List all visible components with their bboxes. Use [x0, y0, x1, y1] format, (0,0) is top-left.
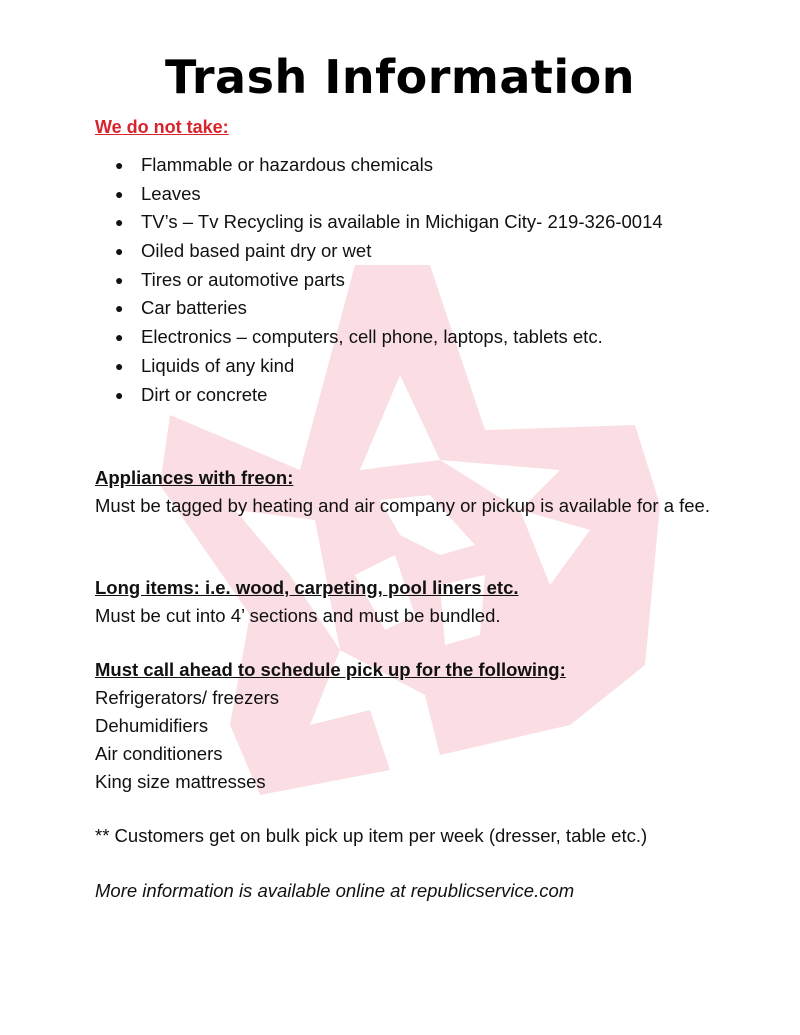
bullet-icon: ● — [115, 157, 124, 173]
bullet-icon: ● — [115, 271, 124, 288]
appliances-section — [95, 464, 715, 520]
list-item: ● Tires or automotive parts — [95, 266, 663, 295]
bullet-icon: ● — [115, 386, 124, 403]
appliances-text: Must be tagged by heating and air company or pickup is available for a fee. — [95, 495, 710, 516]
list-item: ● Leaves — [95, 180, 663, 209]
call-ahead-item: Refrigerators/ freezers — [95, 687, 280, 708]
bullet-icon: ● — [115, 357, 124, 374]
not-accepted-heading: We do not take: — [95, 117, 229, 137]
bullet-icon: ● — [115, 300, 124, 317]
list-item: ● Car batteries — [95, 294, 663, 323]
bullet-icon: ● — [115, 214, 124, 231]
long-items-text: Must be cut into 4’ sections and must be bundled. — [95, 605, 501, 626]
call-ahead-section — [95, 656, 715, 796]
long-items-heading: Long items: i.e. wood, carpeting, pool liners etc. — [95, 577, 519, 598]
call-ahead-item: Air conditioners — [95, 743, 223, 764]
appliances-heading: Appliances with freon: — [95, 467, 294, 488]
call-ahead-item: Dehumidifiers — [95, 715, 209, 736]
list-item: ● Liquids of any kind — [95, 352, 663, 381]
list-item: ● TV’s – Tv Recycling is available in Michigan City- 219-326-0014 — [95, 208, 663, 237]
call-ahead-heading: Must call ahead to schedule pick up for the following: — [95, 659, 566, 680]
list-item: ● Dirt or concrete — [95, 381, 663, 410]
list-item: ● Oiled based paint dry or wet — [95, 237, 663, 266]
page-title: Trash Information — [165, 50, 635, 104]
more-info-text: More information is available online at republicservice.com — [95, 880, 575, 901]
call-ahead-item: King size mattresses — [95, 771, 266, 792]
bullet-icon: ● — [115, 185, 124, 202]
bulk-note: ** Customers get on bulk pick up item per week (dresser, table etc.) — [95, 825, 648, 846]
not-accepted-list — [95, 151, 663, 409]
list-item: ● Flammable or hazardous chemicals — [95, 151, 663, 180]
list-item: ● Electronics – computers, cell phone, laptops, tablets etc. — [95, 323, 663, 352]
bullet-icon: ● — [115, 243, 124, 260]
long-items-section — [95, 574, 715, 630]
bullet-icon: ● — [115, 329, 124, 346]
